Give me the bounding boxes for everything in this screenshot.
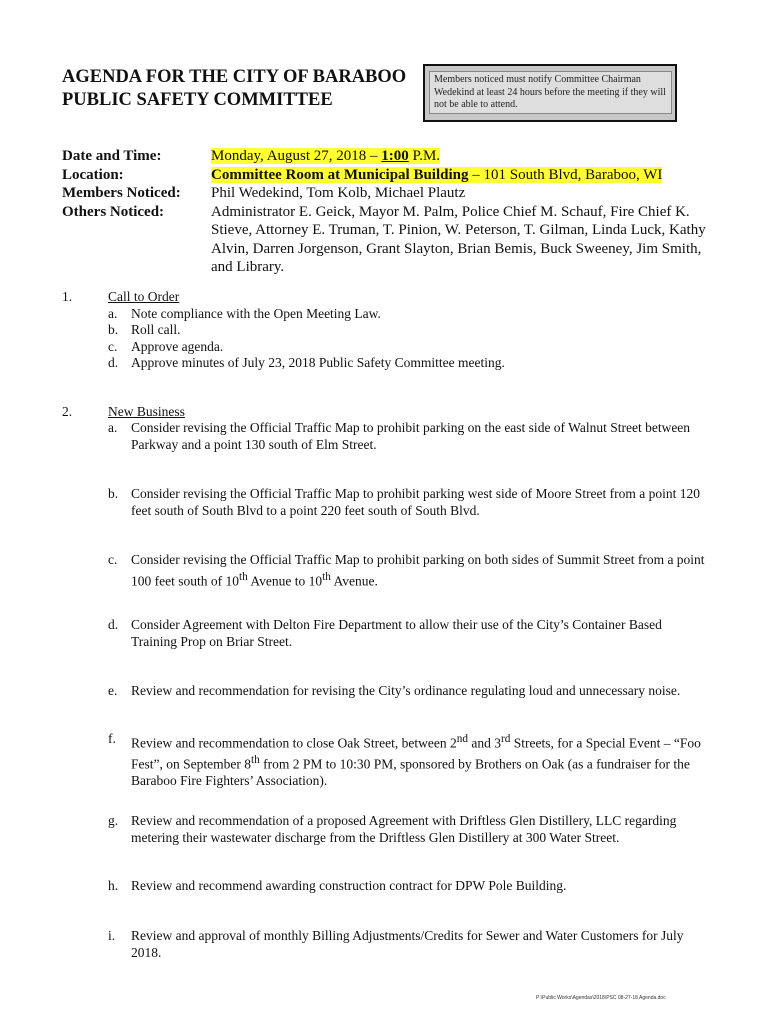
list-item (62, 552, 711, 590)
item-text: Review and approval of monthly Billing Adjustments/Credits for Sewer and Water Customers for July 2018. (131, 928, 684, 960)
item-text: Consider revising the Official Traffic Map to prohibit parking on the east side of Walnut Street between Parkway and a point 130 south of Elm Street. (131, 420, 691, 452)
time-suffix: P.M. (408, 148, 441, 164)
location-value (211, 166, 711, 185)
title-line-1: AGENDA FOR THE CITY OF BARABOO (62, 67, 407, 87)
location-room: Committee Room at Municipal Building (211, 166, 469, 183)
list-item (62, 928, 711, 961)
meeting-time: 1:00 (381, 148, 409, 164)
section-header (62, 404, 185, 421)
item-text: Review and recommendation for revising the City’s ordinance regulating loud and unnecessary noise. (131, 683, 681, 698)
item-letter: i. (108, 928, 116, 943)
item-letter: g. (108, 813, 119, 828)
item-letter: f. (108, 731, 116, 746)
item-letter: e. (108, 683, 118, 698)
section-new-business (62, 404, 185, 421)
item-text: Approve agenda. (131, 338, 224, 354)
list-item (62, 813, 711, 846)
section-title: Call to Order (108, 289, 180, 304)
members-row (62, 184, 711, 203)
item-letter: c. (108, 552, 118, 567)
date-label: Date and Time: (62, 148, 162, 164)
item-text: Consider Agreement with Delton Fire Department to allow their use of the City’s Container Based Training Prop on Briar Street. (131, 617, 662, 649)
location-label: Location: (62, 166, 124, 183)
section-header (62, 289, 711, 306)
location-row (62, 166, 711, 185)
section-number: 2. (62, 404, 73, 419)
meeting-info (62, 147, 711, 277)
item-text: Roll call. (131, 322, 181, 337)
item-text: Approve minutes of July 23, 2018 Public Safety Committee meeting. (131, 355, 505, 370)
section-title: New Business (108, 404, 185, 419)
others-row (62, 203, 711, 277)
item-letter: b. (108, 486, 119, 501)
section-call-to-order (62, 289, 711, 372)
item-text: Review and recommend awarding construction contract for DPW Pole Building. (131, 878, 567, 893)
item-letter: c. (108, 338, 118, 354)
list-item (62, 486, 711, 519)
list-item (108, 355, 711, 372)
date-value (211, 147, 711, 166)
list-item (108, 322, 711, 339)
item-letter: d. (108, 355, 119, 370)
list-item (108, 339, 711, 356)
members-notice-box (423, 64, 677, 122)
item-letter: a. (108, 420, 118, 435)
list-item (62, 731, 711, 790)
item-text: Review and recommendation to close Oak Street, between 2nd and 3rd Streets, for a Special Event – “Foo Fest”, on September 8th from 2 PM to 10:30 PM, sponsored by Brothers on Oak (as a fundraiser for the Baraboo Fire Fighters’ Association). (131, 733, 701, 788)
date-row (62, 147, 711, 166)
item-letter: b. (108, 322, 119, 337)
members-label: Members Noticed: (62, 185, 181, 201)
location-address: – 101 South Blvd, Baraboo, WI (468, 166, 663, 183)
title-line-2: PUBLIC SAFETY COMMITTEE (62, 90, 333, 110)
file-path-footer: P:\Public Works\Agendas\2018\PSC 08-27-18 Agenda.doc (536, 995, 666, 1001)
members-notice-text: Members noticed must notify Committee Chairman Wedekind at least 24 hours before the meeting if they will not be able to attend. (429, 71, 672, 114)
list-item (108, 306, 711, 323)
list-item (62, 420, 711, 453)
list-item (62, 683, 711, 700)
date-text: Monday, August 27, 2018 – (211, 148, 382, 164)
others-value: Administrator E. Geick, Mayor M. Palm, Police Chief M. Schauf, Fire Chief K. Stieve, Attorney E. Truman, T. Pinion, W. Peterson, T. Gilman, Linda Luck, Kathy Alvin, Darren Jorgenson, Grant Slayton, Brian Bemis, Buck Sweeney, Jim Smith, and Library. (211, 203, 706, 275)
item-text: Consider revising the Official Traffic Map to prohibit parking on both sides of Summit Street from a point 100 feet south of 10th Avenue to 10th Avenue. (131, 552, 705, 588)
section-number: 1. (62, 289, 73, 304)
item-text: Review and recommendation of a proposed Agreement with Driftless Glen Distillery, LLC regarding metering their wastewater discharge from the Driftless Glen Distillery at 300 Water Street. (131, 813, 677, 845)
members-value: Phil Wedekind, Tom Kolb, Michael Plautz (211, 185, 466, 201)
item-letter: d. (108, 617, 119, 632)
item-text: Note compliance with the Open Meeting Law. (131, 305, 381, 321)
item-text: Consider revising the Official Traffic Map to prohibit parking west side of Moore Street from a point 120 feet south of South Blvd to a point 220 feet south of South Blvd. (131, 486, 701, 518)
agenda-title (62, 66, 406, 112)
item-letter: a. (108, 305, 118, 321)
list-item (62, 617, 711, 650)
item-letter: h. (108, 878, 119, 893)
others-label: Others Noticed: (62, 203, 165, 220)
list-item (62, 878, 711, 895)
